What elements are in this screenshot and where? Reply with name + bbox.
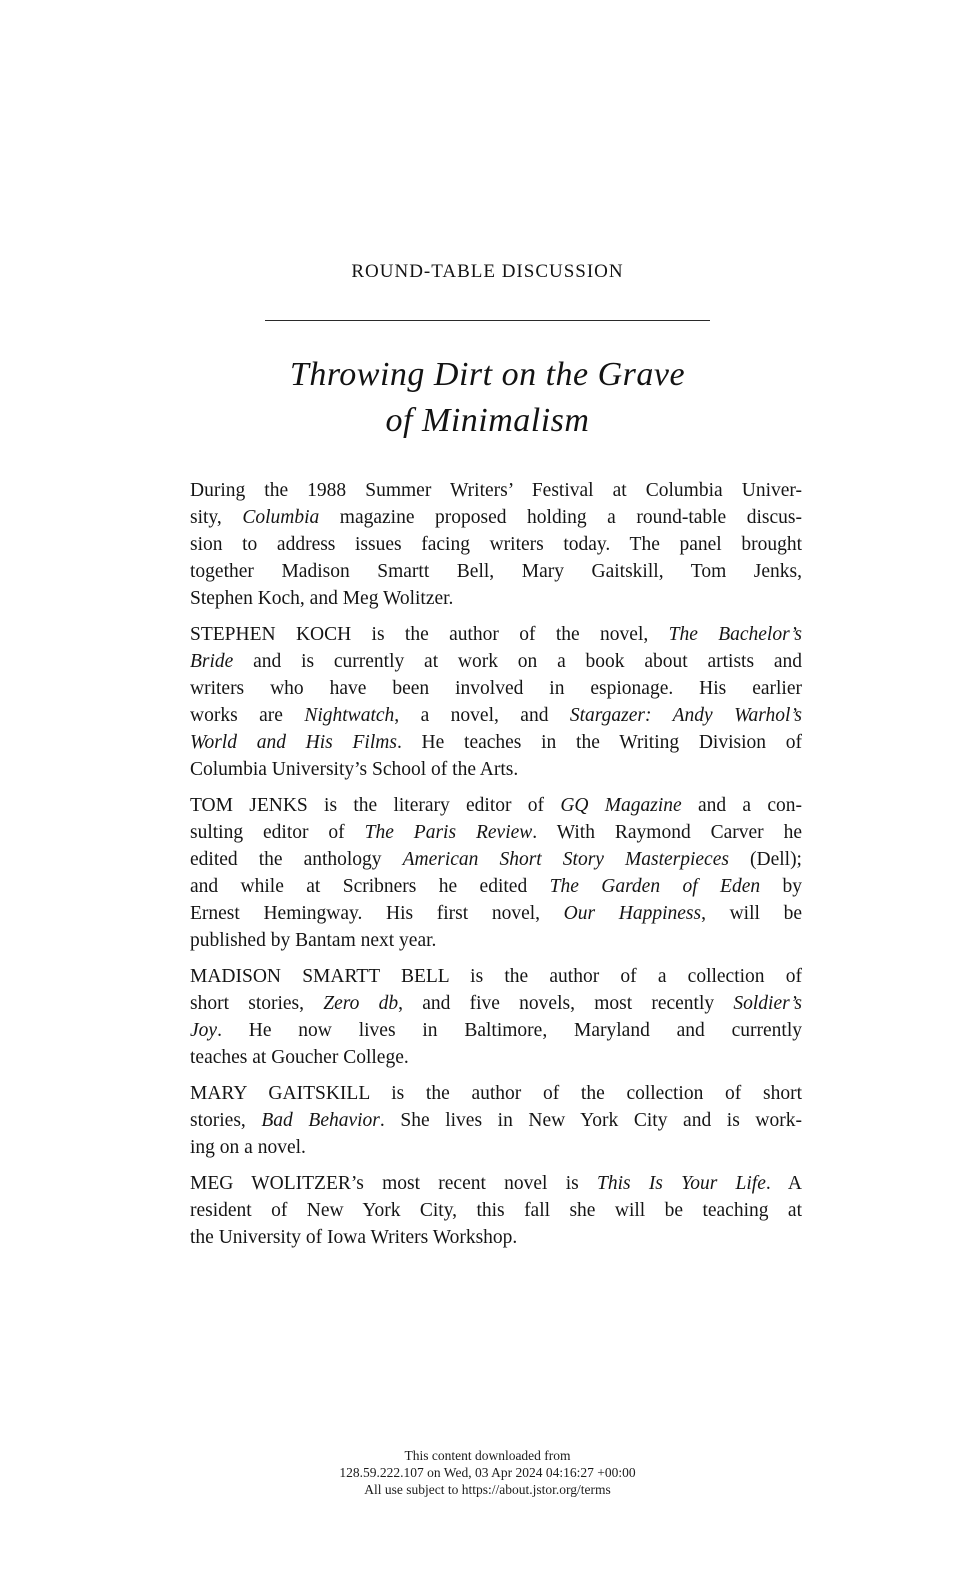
italic-text-segment: GQ Magazine xyxy=(560,795,682,816)
text-line xyxy=(190,756,802,783)
text-line xyxy=(190,1197,802,1224)
text-segment: the University of Iowa Writers Workshop. xyxy=(190,1227,518,1248)
text-segment: TOM JENKS is the literary editor of xyxy=(190,795,561,816)
italic-text-segment: The Garden of Eden xyxy=(549,876,761,897)
italic-text-segment: Zero db xyxy=(323,993,399,1014)
text-segment: sity, xyxy=(190,507,243,528)
text-line xyxy=(190,1170,802,1197)
text-segment: MADISON SMARTT BELL is the author of a collection of xyxy=(190,966,802,987)
text-line xyxy=(190,873,802,900)
italic-text-segment: Joy xyxy=(190,1020,218,1041)
text-segment: . With Raymond Carver he xyxy=(532,822,803,843)
text-line xyxy=(190,1224,802,1251)
italic-text-segment: Nightwatch xyxy=(304,705,395,726)
jstor-footer xyxy=(0,1447,975,1498)
italic-text-segment: World and His Films xyxy=(190,732,397,753)
text-line xyxy=(190,702,802,729)
text-segment: , a novel, and xyxy=(394,705,570,726)
text-line xyxy=(190,927,802,954)
text-segment: sulting editor of xyxy=(190,822,365,843)
text-segment: edited the anthology xyxy=(190,849,403,870)
text-segment: MEG WOLITZER’s most recent novel is xyxy=(190,1173,597,1194)
italic-text-segment: Bride xyxy=(190,651,234,672)
text-line xyxy=(190,585,802,612)
text-segment: MARY GAITSKILL is the author of the collection of short xyxy=(190,1083,802,1104)
italic-text-segment: This Is Your Life xyxy=(596,1173,766,1194)
paragraph xyxy=(190,1170,802,1251)
text-segment: . He now lives in Baltimore, Maryland and currently xyxy=(217,1020,802,1041)
footer-line-downloaded: This content downloaded from xyxy=(404,1448,571,1463)
text-line xyxy=(190,1134,802,1161)
text-line xyxy=(190,477,802,504)
text-line xyxy=(190,1080,802,1107)
text-segment: and is currently at work on a book about artists and xyxy=(233,651,802,672)
text-segment: by xyxy=(760,876,802,897)
text-line xyxy=(190,990,802,1017)
italic-text-segment: Stargazer: Andy Warhol’s xyxy=(569,705,803,726)
text-line xyxy=(190,792,802,819)
text-segment: During the 1988 Summer Writers’ Festival at Columbia Univer- xyxy=(190,480,802,501)
italic-text-segment: Bad Behavior xyxy=(261,1110,380,1131)
text-line xyxy=(190,819,802,846)
article-body xyxy=(190,477,802,1260)
paragraph xyxy=(190,963,802,1071)
text-line xyxy=(190,531,802,558)
text-segment: resident of New York City, this fall she will be teaching at xyxy=(190,1200,802,1221)
text-segment: . He teaches in the Writing Division of xyxy=(396,732,803,753)
text-line xyxy=(190,675,802,702)
paragraph xyxy=(190,621,802,783)
italic-text-segment: Soldier’s xyxy=(733,993,802,1014)
text-segment: Stephen Koch, and Meg Wolitzer. xyxy=(190,588,454,609)
text-segment: short stories, xyxy=(190,993,324,1014)
italic-text-segment: The Paris Review xyxy=(364,822,533,843)
italic-text-segment: Columbia xyxy=(242,507,320,528)
text-segment: magazine proposed holding a round-table discus- xyxy=(319,507,802,528)
text-line xyxy=(190,648,802,675)
text-segment: together Madison Smartt Bell, Mary Gaitskill, Tom Jenks, xyxy=(190,561,802,582)
text-line xyxy=(190,558,802,585)
article-title-line-1: Throwing Dirt on the Grave xyxy=(289,356,686,393)
text-line xyxy=(190,504,802,531)
text-segment: ing on a novel. xyxy=(190,1137,306,1158)
text-segment: , and five novels, most recently xyxy=(398,993,734,1014)
text-line xyxy=(190,900,802,927)
text-line xyxy=(190,1044,802,1071)
article-title xyxy=(0,352,975,444)
article-title-line-2: of Minimalism xyxy=(385,402,590,439)
text-line xyxy=(190,621,802,648)
text-segment: writers who have been involved in espionage. His earlier xyxy=(190,678,802,699)
paragraph xyxy=(190,792,802,954)
section-heading: ROUND-TABLE DISCUSSION xyxy=(351,261,624,282)
text-line xyxy=(190,846,802,873)
text-segment: and while at Scribners he edited xyxy=(190,876,550,897)
divider-rule xyxy=(265,320,710,321)
text-segment: . A xyxy=(765,1173,803,1194)
text-segment: works are xyxy=(190,705,305,726)
text-segment: (Dell); xyxy=(728,849,802,870)
text-segment: sion to address issues facing writers today. The panel brought xyxy=(190,534,802,555)
text-segment: Ernest Hemingway. His first novel, xyxy=(190,903,564,924)
text-line xyxy=(190,729,802,756)
paragraph xyxy=(190,477,802,612)
italic-text-segment: Our Happiness xyxy=(563,903,702,924)
text-segment: and a con- xyxy=(681,795,802,816)
text-segment: STEPHEN KOCH is the author of the novel, xyxy=(190,624,669,645)
italic-text-segment: The Bachelor’s xyxy=(668,624,802,645)
footer-line-ip-timestamp: 128.59.222.107 on Wed, 03 Apr 2024 04:16:27 +00:00 xyxy=(339,1465,636,1480)
text-segment: . She lives in New York City and is work- xyxy=(379,1110,802,1131)
text-line xyxy=(190,1017,802,1044)
footer-line-terms: All use subject to https://about.jstor.org/terms xyxy=(364,1482,611,1497)
italic-text-segment: American Short Story Masterpieces xyxy=(402,849,729,870)
text-line xyxy=(190,963,802,990)
text-segment: published by Bantam next year. xyxy=(190,930,437,951)
text-segment: stories, xyxy=(190,1110,262,1131)
text-segment: teaches at Goucher College. xyxy=(190,1047,409,1068)
paragraph xyxy=(190,1080,802,1161)
text-segment: , will be xyxy=(701,903,802,924)
text-line xyxy=(190,1107,802,1134)
text-segment: Columbia University’s School of the Arts. xyxy=(190,759,519,780)
